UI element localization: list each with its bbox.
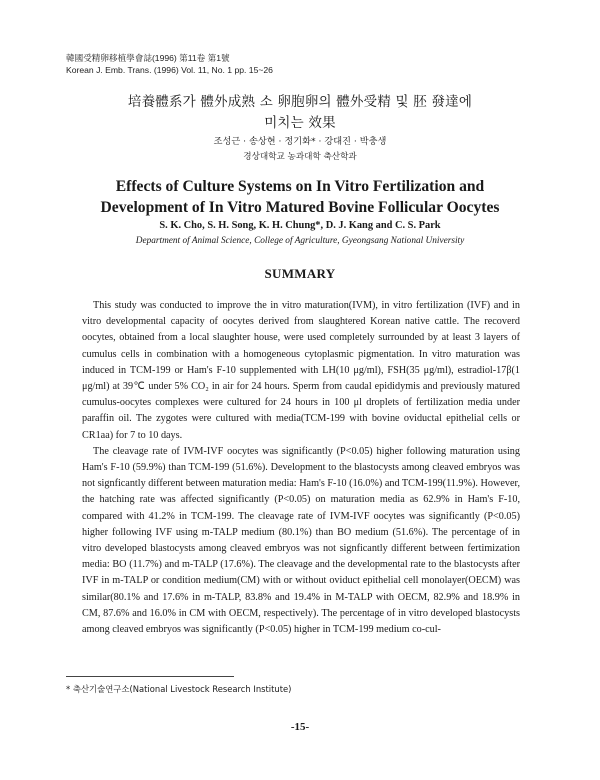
summary-paragraph-1: This study was conducted to improve the in vitro maturation(IVM), in vitro fertilization (IVF) and in vitro developmental capacity of oocytes derived from slaughtered Korean native cattle. The recoverd oocytes, obtained from a local slaughter house, were used completely surrounded by at least 3 layers of cumulus cells in combination with a homogeneous cytoplasmic pigmentation. In vitro maturation was induced in TCM-199 or Ham's F-10 supplemented with LH(10 μg/ml), FSH(35 μg/ml), estradiol-17β(1 μg/ml) at 39℃ under 5% CO₂ in air for 24 hours. Sperm from caudal epididymis and previously matured cumulus-oocytes complexes were cultured for 24 hours in 100 μl droplets of fertilization media under paraffin oil. The zygotes were cultured with media(TCM-199 with bovine oviductal epithelial cells or CR1aa) for 7 to 10 days. bbox=[82, 300, 520, 441]
english-authors: S. K. Cho, S. H. Song, K. H. Chung*, D. J. Kang and C. S. Park bbox=[159, 220, 441, 231]
korean-affiliation: 경상대학교 농과대학 축산학과 bbox=[243, 152, 357, 162]
english-title-line2: Development of In Vitro Matured Bovine Follicular Oocytes bbox=[100, 199, 500, 216]
page-number: -15- bbox=[290, 721, 310, 733]
footnote-divider bbox=[66, 676, 234, 677]
english-title-line1: Effects of Culture Systems on In Vitro Fertilization and bbox=[115, 178, 485, 195]
korean-authors: 조성근 · 송상현 · 정기화* · 강대진 · 박충생 bbox=[213, 136, 387, 147]
journal-citation-korean: 韓國受精卵移植學會誌(1996) 第11卷 第1號 bbox=[66, 53, 230, 63]
summary-body bbox=[82, 298, 520, 638]
korean-title bbox=[0, 92, 600, 134]
english-affiliation: Department of Animal Science, College of Agriculture, Gyeongsang National University bbox=[135, 236, 465, 246]
summary-paragraph-2: The cleavage rate of IVM-IVF oocytes was significantly (P<0.05) higher following maturation using Ham's F-10 (59.9%) than TCM-199 (51.6%). Development to the blastocysts among cleaved embryos was not signficantly different between maturation media: Ham's F-10 (16.0%) and TCM-199(11.9%). However, the hatching rate was affected significantly (P<0.05) on maturation media as 62.9% in Ham's F-10, compared with 41.2% in TCM-199. The cleavage rate of IVM-IVF oocytes was significantly (P<0.05) higher following IVF using m-TALP medium (80.1%) than BO medium (51.6%). The percentage of in vitro developed blastocysts among cleaved embryos was not signficantly different between fertimization media: BO (11.7%) and m-TALP (17.6%). The cleavage and the developmental rate to the blastocysts after IVF in m-TALP or condition medium(CM) with or without oviduct epithelial cell monolayer(OECM) was similar(80.1% and 17.6% in m-TALP, 83.8% and 19.4% in M-TALP with OECM, 82.9% and 18.9% in CM, 87.6% and 16.0% in CM with OECM, respectively). The percentage of in vitro developed blastocysts among cleaved embryos was significantly (P<0.05) higher in TCM-199 medium co-cul- bbox=[82, 445, 520, 636]
korean-title-line2: 미치는 效果 bbox=[264, 115, 336, 131]
footnote: * 축산기술연구소(National Livestock Research Institute) bbox=[66, 684, 292, 694]
summary-heading: SUMMARY bbox=[264, 266, 336, 281]
journal-header bbox=[66, 52, 273, 76]
korean-title-line1: 培養體系가 體外成熟 소 卵胞卵의 體外受精 및 胚 發達에 bbox=[127, 94, 473, 110]
journal-citation-english: Korean J. Emb. Trans. (1996) Vol. 11, No. 1 pp. 15~26 bbox=[66, 65, 273, 75]
english-title bbox=[0, 176, 600, 218]
